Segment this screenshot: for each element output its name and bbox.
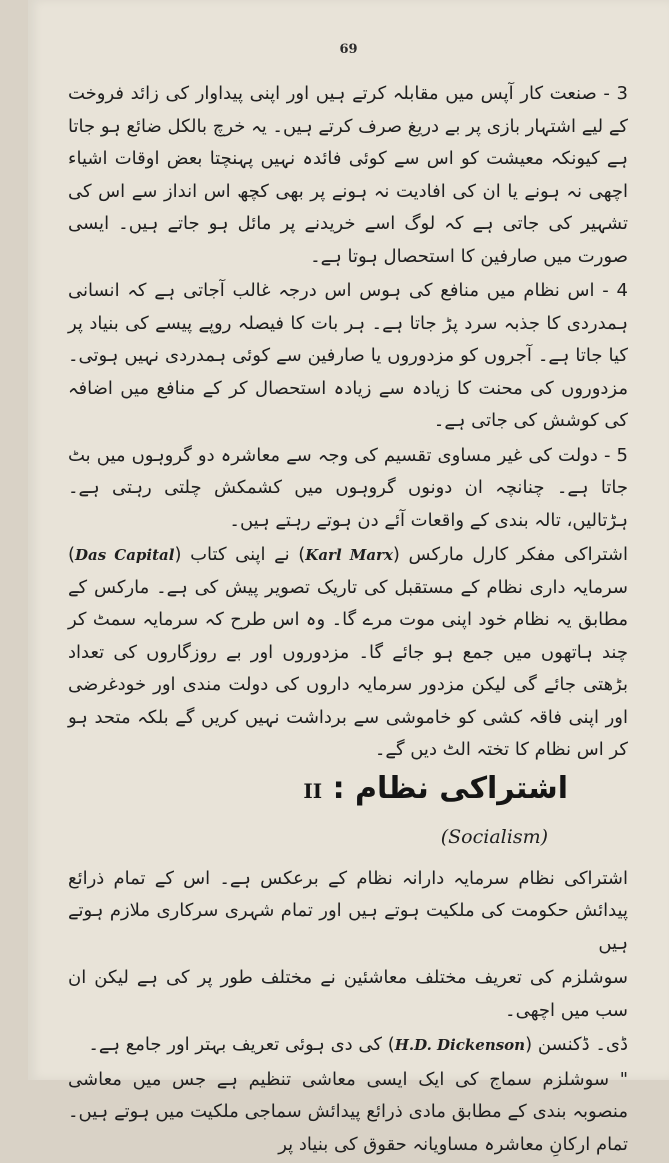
dickenson-name: H.D. Dickenson [394, 1036, 526, 1054]
marx-line-middle: نے اپنی کتاب [190, 544, 290, 565]
das-capital-title: Das Capital [75, 546, 175, 564]
karl-marx-name: Karl Marx [305, 546, 393, 564]
page-content [68, 78, 628, 1163]
dickenson-line: ڈی۔ ڈکنسن (H.D. Dickenson) کی دی ہوئی تعریف بہتر اور جامع ہے۔ [88, 1034, 628, 1055]
paragraph-5: 5 - دولت کی غیر مساوی تقسیم کی وجہ سے معاشرہ دو گروہوں میں بٹ جاتا ہے۔ چنانچہ ان دونوں گروہوں میں کشمکش چلتی رہتی ہے۔ ہڑتالیں، تالہ بندی کے واقعات آئے دن ہوتے رہتے ہیں۔ [68, 444, 628, 531]
book-page [28, 0, 669, 1155]
section-title [303, 770, 568, 808]
dickenson-suffix: کی دی ہوئی تعریف بہتر اور جامع ہے۔ [88, 1034, 382, 1055]
socialism-paragraph-1: اشتراکی نظام سرمایہ دارانہ نظام کے برعکس ہے۔ اس کے تمام ذرائع پیدائش حکومت کی ملکیت ہوتے ہیں اور تمام شہری سرکاری ملازم ہوتے ہیں [68, 867, 628, 954]
paragraph-4: 4 - اس نظام میں منافع کی ہوس اس درجہ غالب آجاتی ہے کہ انسانی ہمدردی کا جذبہ سرد پڑ جاتا ہے۔ ہر بات کا فیصلہ روپے پیسے کی بنیاد پر کیا جاتا ہے۔ آجروں کو مزدوروں یا صارفین سے کوئی ہمدردی نہیں ہوتی۔ مزدوروں کی محنت کا زیادہ سے زیادہ استحصال کر کے منافع میں اضافہ کی کوشش کی جاتی ہے۔ [68, 280, 628, 431]
page-number: 69 [339, 42, 358, 57]
marx-paragraph: اشتراکی مفکر کارل مارکس (Karl Marx) نے اپنی کتاب (Das Capital) سرمایہ داری نظام کے مستقبل کی تاریک تصویر پیش کی ہے۔ مارکس کے مطابق یہ نظام خود اپنی موت مرے گا۔ وہ اس طرح کہ سرمایہ سمٹ کر چند ہاتھوں میں جمع ہو جائے گا۔ مزدوروں اور بے روزگاروں کی تعداد بڑھتی جائے گی لیکن مزدور سرمایہ داروں کی دولت مندی اور خودغرضی اور اپنی فاقہ کشی کو خاموشی سے برداشت نہیں کریں گے بلکہ متحد ہو کر اس نظام کا تختہ الٹ دیں گے۔ [68, 544, 629, 760]
socialism-paragraph-2: سوشلزم کی تعریف مختلف معاشئین نے مختلف طور پر کی ہے لیکن ان سب میں اچھی۔ [68, 967, 628, 1021]
section-subtitle: (Socialism) [440, 825, 548, 848]
dickenson-prefix: ڈی۔ ڈکنسن [537, 1034, 628, 1055]
paragraph-3: 3 - صنعت کار آپس میں مقابلہ کرتے ہیں اور اپنی پیداوار کی زائد فروخت کے لیے اشتہار بازی پر بے دریغ صرف کرتے ہیں۔ یہ خرچ بالکل ضائع ہو جاتا ہے کیونکہ معیشت کو اس سے کوئی فائدہ نہیں پہنچتا بعض اوقات اشیاء اچھی نہ ہونے یا ان کی افادیت نہ ہونے پر بھی کچھ اس انداز سے اس کی تشہیر کی جاتی ہے کہ لوگ اسے خریدنے پر مائل ہو جاتے ہیں۔ ایسی صورت میں صارفین کا استحصال ہوتا ہے۔ [68, 83, 628, 267]
socialism-quote: " سوشلزم سماج کی ایک ایسی معاشی تنظیم ہے جس میں معاشی منصوبہ بندی کے مطابق مادی ذرائع پیدائش سماجی ملکیت میں ہوتے ہیں۔ تمام ارکانِ معاشرہ مساویانہ حقوق کی بنیاد پر [68, 1068, 628, 1155]
marx-paragraph-body: سرمایہ داری نظام کے مستقبل کی تاریک تصویر پیش کی ہے۔ مارکس کے مطابق یہ نظام خود اپنی موت مرے گا۔ وہ اس طرح کہ سرمایہ سمٹ کر چند ہاتھوں میں جمع ہو جائے گا۔ مزدوروں اور بے روزگاروں کی تعداد بڑھتی جائے گی لیکن مزدور سرمایہ داروں کی دولت مندی اور خودغرضی اور اپنی فاقہ کشی کو خاموشی سے برداشت نہیں کریں گے بلکہ متحد ہو کر اس نظام کا تختہ الٹ دیں گے۔ [68, 576, 628, 760]
section-heading [68, 769, 628, 857]
section-numeral: II [303, 778, 323, 803]
marx-line-prefix: اشتراکی مفکر کارل مارکس [408, 544, 629, 565]
section-title-text: اشتراکی نظام : [332, 770, 568, 806]
